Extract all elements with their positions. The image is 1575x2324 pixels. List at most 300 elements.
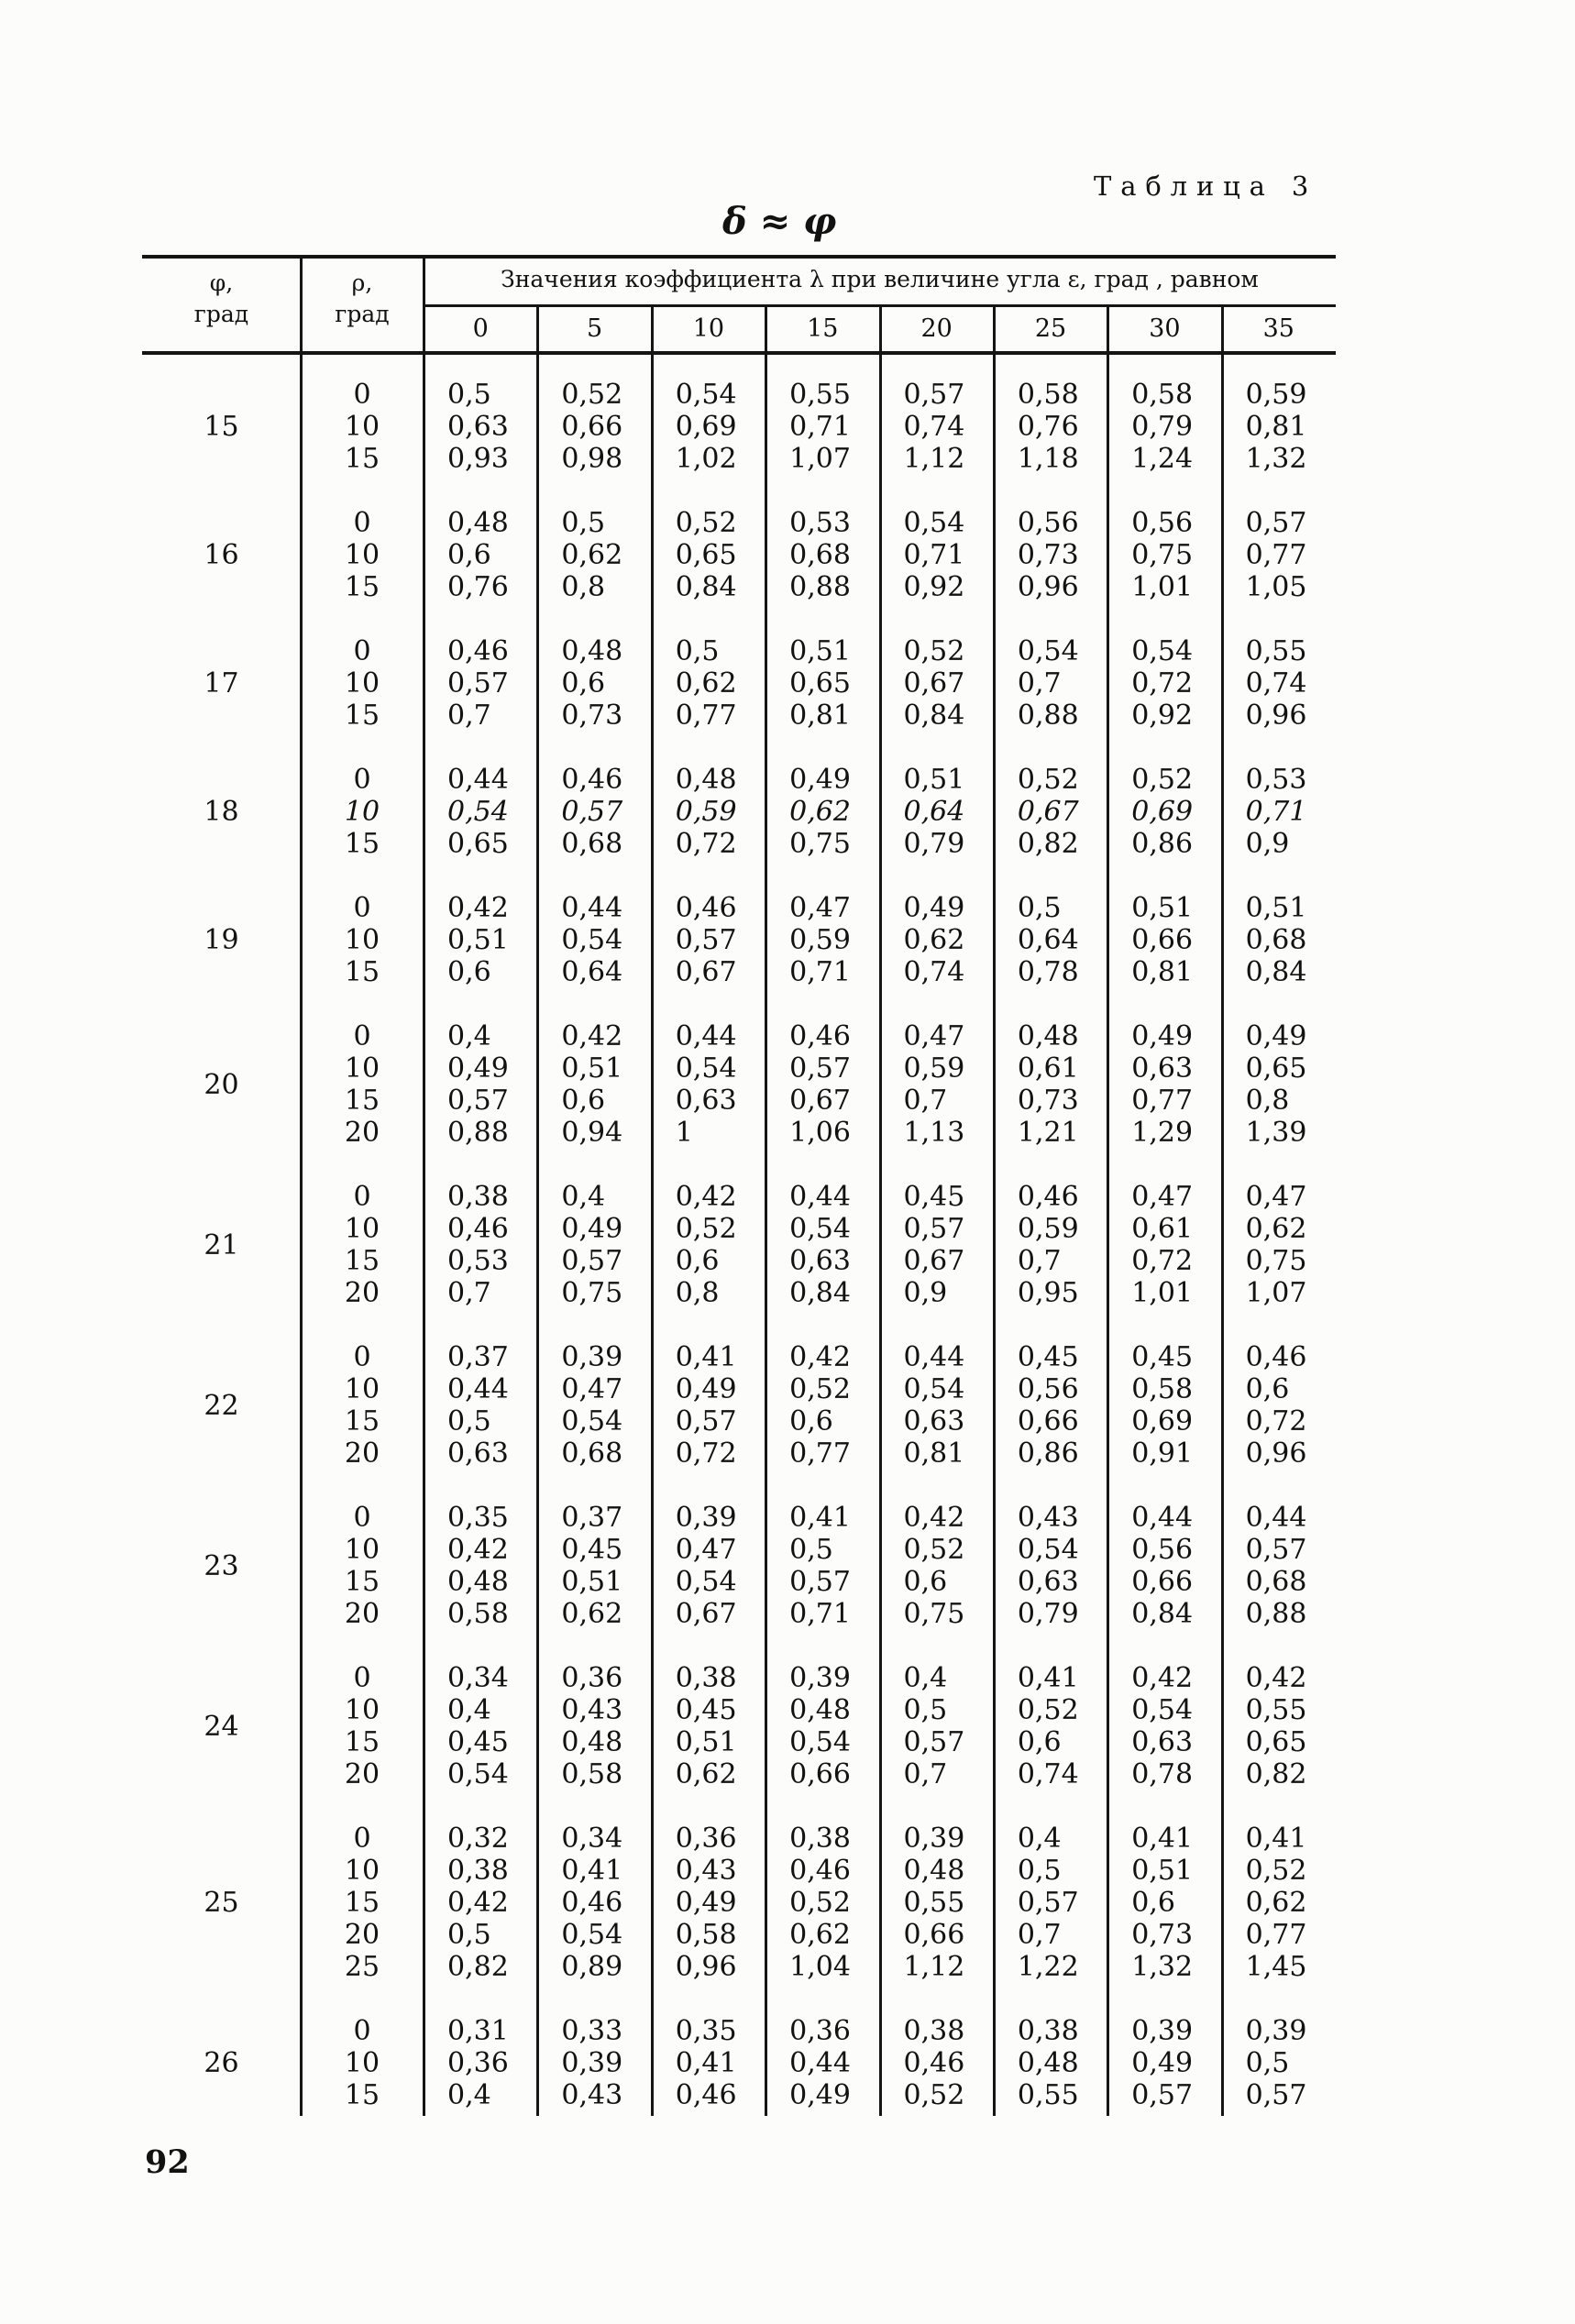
lambda-value-cell: 0,63 [1131,1726,1194,1758]
lambda-value-cell: 0,73 [561,699,623,732]
lambda-value-cell: 0,41 [1131,1823,1194,1855]
table-row [142,892,1336,924]
epsilon-span-header: Значения коэффициента λ при величине угла ε, град , равном [501,266,1259,292]
rho-cell: 10 [344,539,380,571]
table-row [142,796,1336,828]
lambda-value-cell: 0,71 [789,956,851,988]
lambda-value-cell: 0,66 [561,411,623,443]
lambda-value-cell: 0,71 [1245,796,1307,828]
epsilon-header-cell: 25 [1034,314,1067,343]
lambda-value-cell: 0,67 [1017,796,1079,828]
lambda-value-cell: 0,44 [447,764,509,796]
table-row [142,1341,1336,1373]
table-row [142,956,1336,988]
lambda-value-cell: 0,42 [1245,1662,1307,1694]
lambda-value-cell: 0,7 [447,1277,491,1309]
lambda-value-cell: 0,57 [447,1085,509,1117]
lambda-value-cell: 0,37 [447,1341,509,1373]
lambda-value-cell: 0,48 [561,635,623,667]
lambda-value-cell: 0,55 [789,379,851,411]
lambda-value-cell: 0,4 [1017,1823,1062,1855]
lambda-value-cell: 0,54 [675,379,737,411]
lambda-value-cell: 0,49 [789,764,851,796]
lambda-value-cell: 0,48 [789,1694,851,1726]
lambda-value-cell: 0,43 [561,1694,623,1726]
lambda-value-cell: 0,75 [903,1598,965,1630]
rho-cell: 15 [344,1566,380,1598]
lambda-value-cell: 0,49 [561,1213,623,1245]
lambda-value-cell: 0,95 [1017,1277,1079,1309]
lambda-value-cell: 0,38 [447,1181,509,1213]
lambda-value-cell: 1,01 [1131,1277,1194,1309]
rho-cell: 15 [344,1245,380,1277]
lambda-value-cell: 0,5 [903,1694,948,1726]
lambda-value-cell: 0,48 [561,1726,623,1758]
lambda-value-cell: 0,45 [447,1726,509,1758]
lambda-value-cell: 0,49 [1245,1020,1307,1052]
lambda-value-cell: 1,18 [1017,443,1079,475]
table-row [142,1437,1336,1470]
lambda-value-cell: 1,06 [789,1117,851,1149]
lambda-value-cell: 0,58 [447,1598,509,1630]
lambda-value-cell: 0,52 [903,1534,965,1566]
lambda-value-cell: 0,84 [903,699,965,732]
table-row [142,507,1336,539]
lambda-value-cell: 0,74 [903,411,965,443]
lambda-value-cell: 0,63 [1131,1052,1194,1085]
lambda-value-cell: 0,5 [1245,2047,1290,2079]
table-row [142,828,1336,860]
lambda-value-cell: 0,42 [447,1534,509,1566]
lambda-value-cell: 0,51 [561,1566,623,1598]
lambda-value-cell: 0,72 [1131,1245,1194,1277]
lambda-value-cell: 0,43 [561,2079,623,2111]
table-row [142,924,1336,956]
lambda-value-cell: 0,91 [1131,1437,1194,1470]
lambda-value-cell: 0,46 [447,1213,509,1245]
lambda-value-cell: 0,67 [903,1245,965,1277]
lambda-value-cell: 0,73 [1017,539,1079,571]
lambda-value-cell: 0,68 [561,1437,623,1470]
lambda-value-cell: 1,29 [1131,1117,1194,1149]
lambda-value-cell: 0,81 [1131,956,1194,988]
lambda-value-cell: 0,52 [789,1887,851,1919]
lambda-value-cell: 0,93 [447,443,509,475]
epsilon-header-cell: 5 [586,314,603,343]
table-row [142,635,1336,667]
table-row [142,1919,1336,1951]
lambda-value-cell: 0,84 [675,571,737,603]
lambda-value-cell: 0,66 [1131,924,1194,956]
lambda-value-cell: 0,68 [561,828,623,860]
table-row [142,667,1336,699]
phi-group-label: 15 [204,411,239,443]
lambda-value-cell: 0,54 [675,1566,737,1598]
lambda-value-cell: 0,67 [675,1598,737,1630]
lambda-value-cell: 0,52 [903,635,965,667]
rho-column-header: ρ, град [335,270,390,327]
lambda-value-cell: 0,76 [1017,411,1079,443]
lambda-value-cell: 0,75 [561,1277,623,1309]
lambda-value-cell: 1,07 [1245,1277,1307,1309]
lambda-value-cell: 0,48 [1017,2047,1079,2079]
lambda-value-cell: 0,48 [447,1566,509,1598]
lambda-value-cell: 0,55 [1017,2079,1079,2111]
rho-cell: 0 [353,1181,371,1213]
lambda-value-cell: 0,59 [1017,1213,1079,1245]
lambda-value-cell: 0,36 [789,2015,851,2047]
lambda-value-cell: 0,42 [789,1341,851,1373]
rho-cell: 20 [344,1919,380,1951]
lambda-value-cell: 0,54 [561,1919,623,1951]
lambda-value-cell: 0,65 [789,667,851,699]
lambda-value-cell: 0,39 [1131,2015,1194,2047]
lambda-value-cell: 0,58 [1131,379,1194,411]
lambda-value-cell: 0,78 [1017,956,1079,988]
lambda-value-cell: 0,53 [789,507,851,539]
lambda-value-cell: 0,41 [789,1502,851,1534]
rho-cell: 10 [344,1213,380,1245]
lambda-value-cell: 0,55 [1245,1694,1307,1726]
rho-cell: 15 [344,956,380,988]
table-row [142,1373,1336,1405]
rho-cell: 10 [344,1694,380,1726]
lambda-value-cell: 0,7 [1017,667,1062,699]
lambda-value-cell: 0,96 [1245,699,1307,732]
lambda-value-cell: 0,66 [1017,1405,1079,1437]
lambda-value-cell: 0,7 [903,1758,948,1790]
lambda-value-cell: 0,59 [789,924,851,956]
lambda-value-cell: 0,52 [675,1213,737,1245]
lambda-value-cell: 0,54 [1131,1694,1194,1726]
lambda-value-cell: 0,42 [1131,1662,1194,1694]
lambda-value-cell: 1,12 [903,1951,965,1983]
table-row [142,1213,1336,1245]
rho-cell: 15 [344,443,380,475]
lambda-value-cell: 0,81 [789,699,851,732]
table-top-rule [142,255,1336,259]
lambda-value-cell: 0,47 [1245,1181,1307,1213]
lambda-value-cell: 0,39 [903,1823,965,1855]
lambda-value-cell: 0,81 [1245,411,1307,443]
lambda-value-cell: 0,57 [447,667,509,699]
lambda-value-cell: 0,6 [447,539,491,571]
lambda-value-cell: 0,48 [1017,1020,1079,1052]
lambda-value-cell: 0,71 [789,1598,851,1630]
lambda-value-cell: 0,46 [903,2047,965,2079]
rho-cell: 0 [353,1502,371,1534]
phi-group-label: 20 [204,1068,239,1101]
lambda-value-cell: 0,69 [675,411,737,443]
lambda-value-cell: 0,98 [561,443,623,475]
lambda-value-cell: 0,59 [675,796,737,828]
lambda-value-cell: 0,6 [1131,1887,1175,1919]
table-row [142,1694,1336,1726]
lambda-value-cell: 0,69 [1131,796,1194,828]
lambda-value-cell: 0,6 [1017,1726,1062,1758]
lambda-value-cell: 0,54 [675,1052,737,1085]
lambda-value-cell: 0,51 [903,764,965,796]
table-row [142,1405,1336,1437]
lambda-value-cell: 0,77 [1245,1919,1307,1951]
table-row [142,1855,1336,1887]
lambda-value-cell: 0,68 [789,539,851,571]
lambda-value-cell: 1,21 [1017,1117,1079,1149]
rho-cell: 10 [344,1855,380,1887]
lambda-value-cell: 0,47 [789,892,851,924]
lambda-value-cell: 0,51 [447,924,509,956]
lambda-value-cell: 0,38 [789,1823,851,1855]
lambda-value-cell: 1,45 [1245,1951,1307,1983]
lambda-value-cell: 0,73 [1131,1919,1194,1951]
lambda-value-cell: 0,82 [1245,1758,1307,1790]
lambda-value-cell: 0,49 [675,1373,737,1405]
phi-group-label: 19 [204,924,239,956]
lambda-value-cell: 0,72 [1131,667,1194,699]
table-row [142,1181,1336,1213]
lambda-value-cell: 0,34 [561,1823,623,1855]
lambda-value-cell: 0,75 [789,828,851,860]
lambda-value-cell: 0,39 [675,1502,737,1534]
table-row [142,1245,1336,1277]
lambda-value-cell: 0,44 [789,2047,851,2079]
lambda-value-cell: 0,63 [447,411,509,443]
lambda-value-cell: 0,64 [561,956,623,988]
lambda-value-cell: 0,52 [1017,764,1079,796]
lambda-value-cell: 0,57 [903,1213,965,1245]
lambda-value-cell: 0,57 [789,1052,851,1085]
lambda-value-cell: 0,57 [675,924,737,956]
lambda-value-cell: 0,96 [1017,571,1079,603]
table-row [142,1951,1336,1983]
table-caption: Таблица 3 [1094,171,1318,202]
lambda-value-cell: 0,88 [789,571,851,603]
lambda-value-cell: 0,58 [675,1919,737,1951]
lambda-value-cell: 0,41 [1245,1823,1307,1855]
lambda-value-cell: 0,62 [561,1598,623,1630]
lambda-value-cell: 0,46 [675,892,737,924]
lambda-value-cell: 0,78 [1131,1758,1194,1790]
lambda-value-cell: 0,65 [447,828,509,860]
lambda-value-cell: 0,57 [675,1405,737,1437]
lambda-value-cell: 0,48 [675,764,737,796]
lambda-value-cell: 0,4 [447,1694,491,1726]
epsilon-header-cell: 15 [807,314,839,343]
delta-phi-formula [722,200,836,243]
rho-cell: 10 [344,667,380,699]
lambda-value-cell: 0,58 [561,1758,623,1790]
lambda-value-cell: 0,64 [1017,924,1079,956]
lambda-value-cell: 0,73 [1017,1085,1079,1117]
lambda-value-cell: 0,41 [1017,1662,1079,1694]
lambda-value-cell: 1,05 [1245,571,1307,603]
rho-cell: 10 [344,1373,380,1405]
lambda-value-cell: 0,49 [675,1887,737,1919]
lambda-value-cell: 0,63 [447,1437,509,1470]
lambda-value-cell: 0,57 [1245,1534,1307,1566]
lambda-value-cell: 0,65 [675,539,737,571]
lambda-value-cell: 0,57 [561,1245,623,1277]
rho-cell: 20 [344,1117,380,1149]
lambda-value-cell: 0,84 [1245,956,1307,988]
lambda-value-cell: 1 [675,1117,693,1149]
lambda-value-cell: 0,8 [675,1277,720,1309]
lambda-value-cell: 0,45 [675,1694,737,1726]
lambda-value-cell: 0,84 [1131,1598,1194,1630]
lambda-value-cell: 0,45 [561,1534,623,1566]
rho-cell: 15 [344,571,380,603]
table-row [142,1823,1336,1855]
lambda-value-cell: 0,46 [1017,1181,1079,1213]
lambda-value-cell: 0,52 [561,379,623,411]
lambda-value-cell: 0,51 [561,1052,623,1085]
lambda-value-cell: 0,77 [675,699,737,732]
lambda-value-cell: 0,77 [1131,1085,1194,1117]
lambda-value-cell: 0,41 [675,1341,737,1373]
table-row [142,1020,1336,1052]
lambda-value-cell: 0,8 [561,571,606,603]
lambda-value-cell: 0,62 [789,796,851,828]
lambda-value-cell: 0,63 [903,1405,965,1437]
lambda-value-cell: 0,86 [1131,828,1194,860]
table-row [142,2047,1336,2079]
lambda-value-cell: 0,92 [903,571,965,603]
lambda-value-cell: 1,07 [789,443,851,475]
coefficient-table [142,255,1336,2125]
lambda-value-cell: 0,38 [1017,2015,1079,2047]
lambda-value-cell: 0,45 [1017,1341,1079,1373]
lambda-value-cell: 0,76 [447,571,509,603]
epsilon-header-cell: 0 [472,314,489,343]
epsilon-header-cell: 20 [920,314,953,343]
lambda-value-cell: 0,9 [1245,828,1290,860]
lambda-value-cell: 0,46 [789,1855,851,1887]
table-row [142,2079,1336,2111]
lambda-value-cell: 0,77 [789,1437,851,1470]
lambda-value-cell: 0,6 [1245,1373,1290,1405]
epsilon-header-cell: 10 [692,314,725,343]
lambda-value-cell: 0,56 [1131,1534,1194,1566]
table-row [142,1566,1336,1598]
rho-cell: 10 [344,2047,380,2079]
lambda-value-cell: 1,32 [1131,1951,1194,1983]
lambda-value-cell: 0,49 [1131,1020,1194,1052]
lambda-value-cell: 0,38 [447,1855,509,1887]
lambda-value-cell: 0,56 [1017,507,1079,539]
table-row [142,2015,1336,2047]
table-row [142,1662,1336,1694]
rho-cell: 10 [344,1052,380,1085]
lambda-value-cell: 0,56 [1017,1373,1079,1405]
lambda-value-cell: 0,47 [675,1534,737,1566]
lambda-value-cell: 0,88 [1245,1598,1307,1630]
lambda-value-cell: 0,32 [447,1823,509,1855]
lambda-value-cell: 0,57 [1245,507,1307,539]
lambda-value-cell: 0,54 [1131,635,1194,667]
lambda-value-cell: 0,57 [903,1726,965,1758]
lambda-value-cell: 0,86 [1017,1437,1079,1470]
lambda-value-cell: 0,39 [1245,2015,1307,2047]
table-row [142,1502,1336,1534]
lambda-value-cell: 0,51 [1131,892,1194,924]
table-header-bottom-rule [142,351,1336,355]
lambda-value-cell: 0,94 [561,1117,623,1149]
lambda-value-cell: 0,56 [1131,507,1194,539]
lambda-value-cell: 0,47 [561,1373,623,1405]
rho-cell: 15 [344,1887,380,1919]
lambda-value-cell: 0,61 [1131,1213,1194,1245]
lambda-value-cell: 0,6 [789,1405,833,1437]
lambda-value-cell: 0,81 [903,1437,965,1470]
lambda-value-cell: 0,6 [561,1085,606,1117]
rho-cell: 15 [344,1405,380,1437]
lambda-value-cell: 0,41 [561,1855,623,1887]
lambda-value-cell: 0,5 [675,635,720,667]
lambda-value-cell: 0,74 [1245,667,1307,699]
phi-group-label: 21 [204,1228,239,1261]
lambda-value-cell: 0,54 [1017,635,1079,667]
approx-symbol: ≈ [759,200,791,243]
rho-cell: 0 [353,892,371,924]
lambda-value-cell: 0,6 [903,1566,948,1598]
lambda-value-cell: 0,57 [1017,1887,1079,1919]
lambda-value-cell: 0,62 [675,1758,737,1790]
table-row [142,1052,1336,1085]
lambda-value-cell: 0,72 [675,828,737,860]
table-row [142,764,1336,796]
lambda-value-cell: 0,46 [675,2079,737,2111]
lambda-value-cell: 0,51 [1131,1855,1194,1887]
phi-group-label: 22 [204,1389,239,1422]
lambda-value-cell: 0,36 [447,2047,509,2079]
lambda-value-cell: 0,42 [447,892,509,924]
table-row [142,539,1336,571]
lambda-value-cell: 0,47 [1131,1181,1194,1213]
lambda-value-cell: 0,54 [789,1726,851,1758]
rho-cell: 25 [344,1951,380,1983]
lambda-value-cell: 1,32 [1245,443,1307,475]
lambda-value-cell: 0,36 [561,1662,623,1694]
lambda-value-cell: 0,51 [675,1726,737,1758]
lambda-value-cell: 0,62 [561,539,623,571]
lambda-value-cell: 0,77 [1245,539,1307,571]
lambda-value-cell: 1,01 [1131,571,1194,603]
table-row [142,1534,1336,1566]
lambda-value-cell: 0,67 [675,956,737,988]
lambda-value-cell: 0,71 [903,539,965,571]
lambda-value-cell: 0,5 [1017,892,1062,924]
lambda-value-cell: 0,54 [1017,1534,1079,1566]
lambda-value-cell: 0,52 [1245,1855,1307,1887]
lambda-value-cell: 1,24 [1131,443,1194,475]
phi-group-label: 24 [204,1710,239,1743]
lambda-value-cell: 0,57 [1131,2079,1194,2111]
lambda-value-cell: 0,43 [1017,1502,1079,1534]
lambda-value-cell: 0,5 [1017,1855,1062,1887]
rho-cell: 20 [344,1437,380,1470]
lambda-value-cell: 0,79 [903,828,965,860]
lambda-value-cell: 0,5 [447,379,491,411]
lambda-value-cell: 0,46 [789,1020,851,1052]
phi-group-label: 16 [204,539,239,571]
lambda-value-cell: 0,5 [561,507,606,539]
rho-cell: 20 [344,1598,380,1630]
page-number: 92 [145,2143,190,2181]
table-row [142,1085,1336,1117]
rho-cell: 15 [344,828,380,860]
lambda-value-cell: 0,57 [1245,2079,1307,2111]
lambda-value-cell: 0,54 [561,924,623,956]
